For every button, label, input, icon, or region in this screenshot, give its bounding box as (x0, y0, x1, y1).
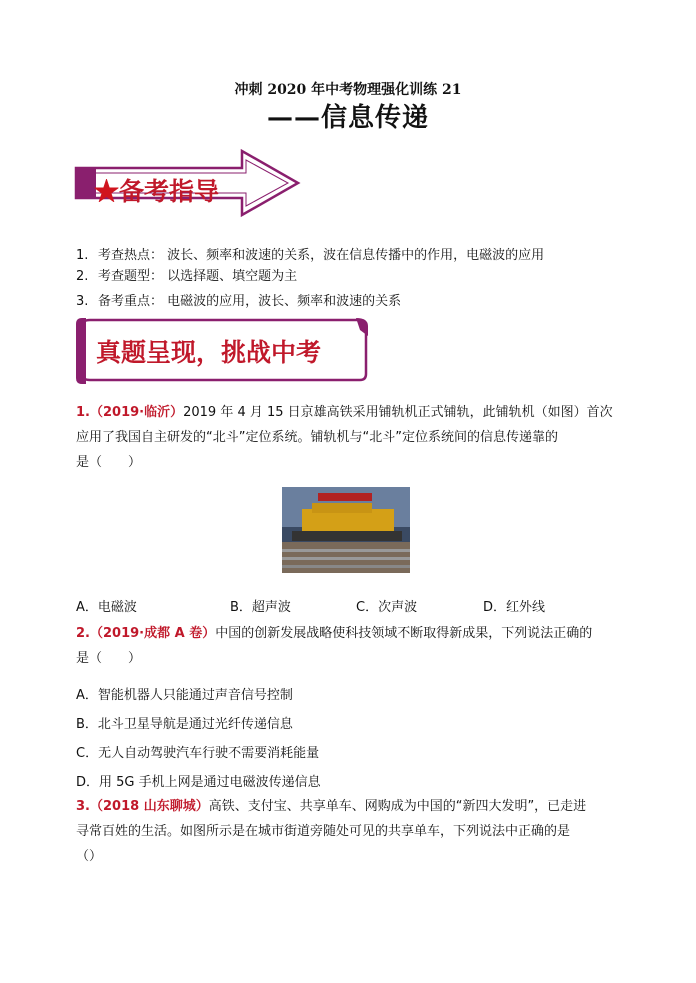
option-b: B．超声波 (230, 600, 291, 615)
list-item (76, 244, 544, 263)
question-stem: 中国的创新发展战略使科技领域不断取得新成果，下列说法正确的 (215, 626, 593, 641)
question-stem: 高铁、支付宝、共享单车、网购成为中国的“新四大发明”，已走进 (208, 799, 587, 814)
question-source: 1.（2019·临沂） (76, 405, 184, 420)
list-item (76, 290, 401, 309)
option-c: C．无人自动驾驶汽车行驶不需要消耗能量 (76, 746, 320, 761)
list-item-text: 考查题型： 以选择题、填空题为主 (98, 269, 298, 284)
document-title-line2: ——信息传递 (266, 103, 429, 133)
section-heading-exam: 真题呈现，挑战中考 (96, 338, 322, 367)
star-icon: ★ (94, 177, 120, 206)
question-3 (76, 794, 626, 869)
list-item-number: 3. (76, 294, 89, 309)
question-2 (76, 621, 626, 671)
option-a: A．智能机器人只能通过声音信号控制 (76, 688, 293, 703)
document-title-line1: 冲刺 2020 年中考物理强化训练 21 (234, 82, 462, 98)
question-1 (76, 400, 626, 475)
option-d: D．用 5G 手机上网是通过电磁波传递信息 (76, 775, 321, 790)
section-heading-guidance (94, 172, 219, 208)
list-item-number: 2. (76, 269, 89, 284)
question-stem: 应用了我国自主研发的“北斗”定位系统。铺轨机与“北斗”定位系统间的信息传递靠的 (76, 430, 558, 445)
option-b: B．北斗卫星导航是通过光纤传递信息 (76, 717, 293, 732)
question-stem: （） (76, 849, 103, 864)
question-stem: 2019 年 4 月 15 日京雄高铁采用铺轨机正式铺轨，此铺轨机（如图）首次 (183, 405, 613, 420)
option-d: D．红外线 (483, 600, 546, 615)
list-item (76, 265, 297, 284)
list-item-number: 1. (76, 248, 89, 263)
option-a: A．电磁波 (76, 600, 137, 615)
track-laying-machine-photo (282, 487, 410, 573)
question-stem: 是（ ） (76, 455, 142, 470)
question-stem: 寻常百姓的生活。如图所示是在城市街道旁随处可见的共享单车，下列说法中正确的是 (76, 824, 571, 839)
option-c: C．次声波 (356, 600, 418, 615)
question-source: 2.（2019·成都 A 卷） (76, 626, 216, 641)
question-source: 3.（2018 山东聊城） (76, 799, 209, 814)
list-item-text: 备考重点： 电磁波的应用，波长、频率和波速的关系 (98, 294, 402, 309)
question-stem: 是（ ） (76, 651, 142, 666)
list-item-text: 考查热点： 波长、频率和波速的关系，波在信息传播中的作用，电磁波的应用 (98, 248, 545, 263)
section-heading-guidance-label: 备考指导 (119, 177, 220, 206)
